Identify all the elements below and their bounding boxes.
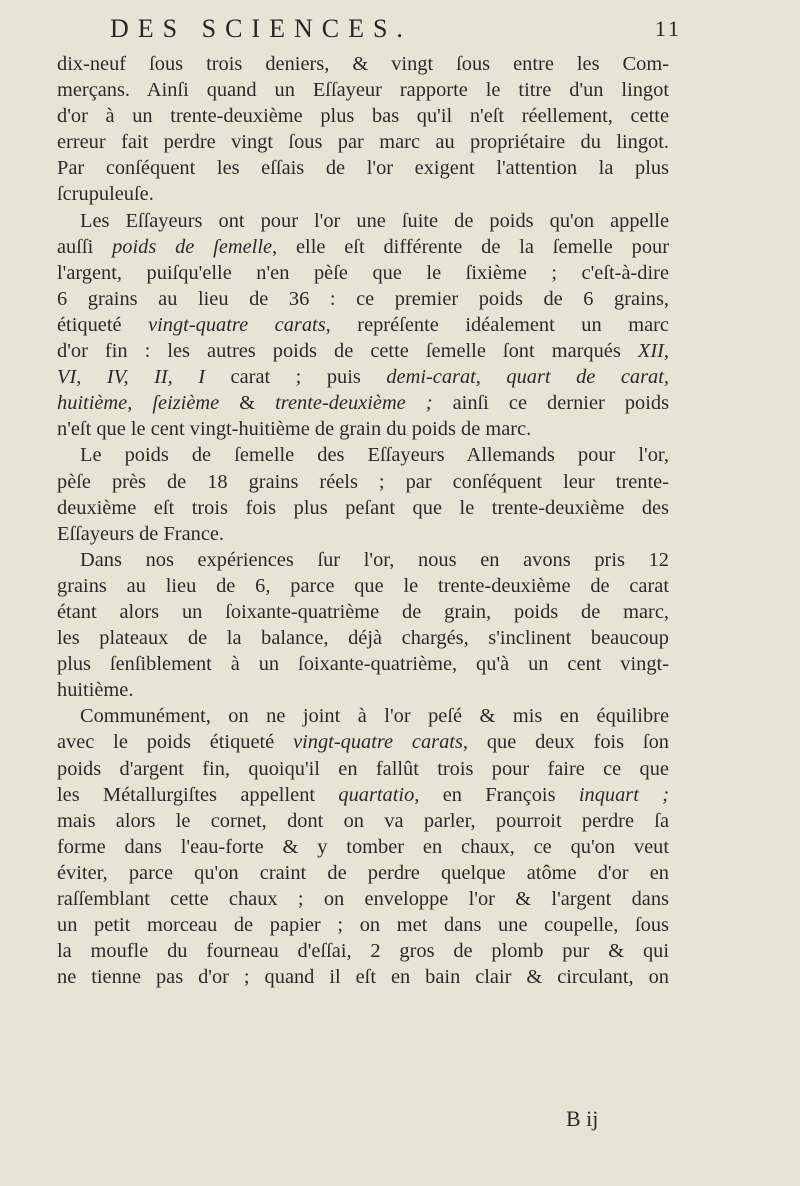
text-segment: avec le poids étiqueté xyxy=(57,731,294,754)
text-line xyxy=(57,416,669,442)
text-segment: plus ſenſiblement à un ſoixante-quatrième, qu'à un cent vingt- xyxy=(57,653,669,676)
text-segment: étiqueté xyxy=(57,313,149,336)
text-segment: & xyxy=(219,392,276,415)
text-line xyxy=(57,234,669,260)
text-segment: raſſemblant cette chaux ; on enveloppe l'or & l'argent dans xyxy=(57,888,669,910)
text-segment: dix-neuf ſous trois deniers, & vingt ſous entre les Com- xyxy=(57,53,669,75)
text-segment: ne tienne pas d'or ; quand il eſt en bain clair & circulant, on xyxy=(57,966,669,989)
text-line xyxy=(57,260,669,286)
text-segment: deuxième eſt trois fois plus peſant que le trente-deuxième des xyxy=(57,496,669,519)
text-segment: la moufle du fourneau d'eſſai, 2 gros de plomb pur & qui xyxy=(57,940,669,963)
text-line xyxy=(57,886,669,912)
italic-text: vingt-quatre carats xyxy=(293,731,463,754)
text-segment: d'or fin : les autres poids de cette ſemelle ſont marqués xyxy=(57,340,638,363)
text-line xyxy=(57,51,669,77)
italic-text: demi-carat, quart de carat, xyxy=(386,366,669,389)
text-segment: grains au lieu de 6, parce que le trente-deuxième de carat xyxy=(57,574,669,597)
italic-text: VI, IV, II, I xyxy=(57,366,206,389)
text-segment: les plateaux de la balance, déjà chargés, s'inclinent beaucoup xyxy=(57,627,669,650)
text-segment: ſcrupuleuſe. xyxy=(57,183,154,206)
text-line xyxy=(57,677,669,703)
italic-text: trente-deuxième ; xyxy=(275,392,433,415)
text-line xyxy=(57,573,669,599)
text-segment: Communément, on ne joint à l'or peſé & mis en équilibre xyxy=(80,705,669,728)
text-segment: erreur fait perdre vingt ſous par marc au propriétaire du lingot. xyxy=(57,131,669,154)
text-segment: d'or à un trente-deuxième plus bas qu'il n'eſt réellement, cette xyxy=(57,105,669,128)
page-header xyxy=(110,14,682,52)
text-segment: auſſi xyxy=(57,235,113,258)
signature-mark: B ij xyxy=(566,1106,599,1131)
text-line xyxy=(57,964,669,990)
text-line xyxy=(57,208,669,234)
text-segment: forme dans l'eau-forte & y tomber en chaux, ce qu'on veut xyxy=(57,835,669,858)
text-line xyxy=(57,103,669,129)
text-line xyxy=(57,756,669,782)
page-number: 11 xyxy=(654,16,682,41)
text-segment: mais alors le cornet, dont on va parler, pourroit perdre ſa xyxy=(57,809,669,832)
text-segment: Eſſayeurs de France. xyxy=(57,522,225,545)
text-segment: Le poids de ſemelle des Eſſayeurs Allemands pour l'or, xyxy=(80,444,669,467)
text-segment: pèſe près de 18 grains réels ; par conſéquent leur trente- xyxy=(57,470,669,493)
text-segment: l'argent, puiſqu'elle n'en pèſe que le ſixième ; c'eſt-à-dire xyxy=(57,261,669,284)
text-segment: ainſi ce dernier poids xyxy=(432,392,669,415)
text-line xyxy=(57,651,669,677)
text-segment: n'eſt que le cent vingt-huitième de grain du poids de marc. xyxy=(57,418,532,441)
text-segment: éviter, parce qu'on craint de perdre quelque atôme d'or en xyxy=(57,861,669,884)
italic-text: XII, xyxy=(637,340,669,363)
body-text xyxy=(57,51,669,990)
text-line xyxy=(57,364,669,390)
text-line xyxy=(57,155,669,181)
text-segment: Les Eſſayeurs ont pour l'or une ſuite de poids qu'on appelle xyxy=(80,209,669,232)
text-segment: étant alors un ſoixante-quatrième de grain, poids de marc, xyxy=(57,600,669,623)
text-segment: merçans. Ainſi quand un Eſſayeur rapporte le titre d'un lingot xyxy=(57,79,669,102)
text-line xyxy=(57,390,669,416)
text-line xyxy=(57,938,669,964)
text-line xyxy=(57,181,669,207)
text-line xyxy=(57,77,669,103)
italic-text: quartatio xyxy=(338,783,415,806)
text-line xyxy=(57,521,669,547)
text-segment: carat ; puis xyxy=(205,366,387,389)
text-segment: , que deux fois ſon xyxy=(462,731,669,754)
italic-text: poids de ſemelle xyxy=(112,235,273,258)
italic-text: inquart ; xyxy=(578,783,669,806)
text-segment: Par conſéquent les eſſais de l'or exigent l'attention la plus xyxy=(57,157,669,180)
text-line xyxy=(57,312,669,338)
text-line xyxy=(57,129,669,155)
text-line xyxy=(57,495,669,521)
text-line xyxy=(57,547,669,573)
text-line xyxy=(57,599,669,625)
text-line xyxy=(57,286,669,312)
text-line xyxy=(57,808,669,834)
text-line xyxy=(57,469,669,495)
text-line xyxy=(57,625,669,651)
text-segment: 6 grains au lieu de 36 : ce premier poids de 6 grains, xyxy=(57,287,669,310)
text-segment: les Métallurgiſtes appellent xyxy=(57,783,339,806)
text-segment: , elle eſt différente de la ſemelle pour xyxy=(272,235,669,258)
text-line xyxy=(57,703,669,729)
text-line xyxy=(57,782,669,808)
text-line xyxy=(57,338,669,364)
text-line xyxy=(57,729,669,755)
italic-text: vingt-quatre carats xyxy=(148,313,326,336)
running-head: DES SCIENCES. xyxy=(110,14,412,43)
text-segment: , en François xyxy=(414,783,579,806)
text-segment: poids d'argent fin, quoiqu'il en fallût trois pour faire ce que xyxy=(57,757,669,780)
text-line xyxy=(57,834,669,860)
text-line xyxy=(57,860,669,886)
text-segment: , repréſente idéalement un marc xyxy=(325,313,669,336)
italic-text: huitième, ſeizième xyxy=(57,392,220,415)
text-segment: huitième. xyxy=(57,679,134,702)
text-line xyxy=(57,912,669,938)
text-line xyxy=(57,442,669,468)
text-segment: un petit morceau de papier ; on met dans une coupelle, ſous xyxy=(57,914,669,937)
text-segment: Dans nos expériences ſur l'or, nous en avons pris 12 xyxy=(80,548,669,571)
